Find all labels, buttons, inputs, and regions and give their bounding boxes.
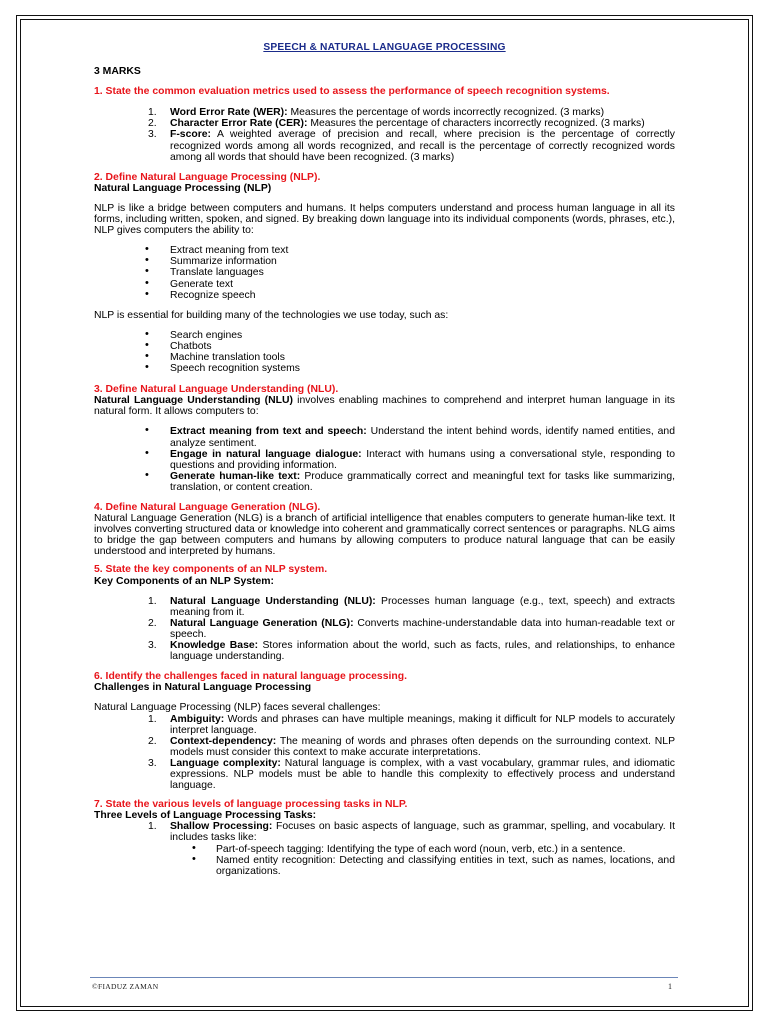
list-item: 1. Word Error Rate (WER): Measures the percentage of words incorrectly recognized. (3 marks) [148,107,605,119]
question-7: 7. State the various levels of language processing tasks in NLP. [94,799,408,811]
list-item: 1. Ambiguity: Words and phrases can have multiple meanings, making it difficult for NLP models to accurately interpret language. [148,713,675,736]
list-item: • Extract meaning from text and speech: Understand the intent behind words, identify named entities, and analyze sentiment. [145,424,675,449]
q3-abilities-list [94,426,675,493]
document-body [94,42,675,877]
q2-capabilities-list [94,245,675,300]
list-item: • Generate text [145,276,233,290]
list-item: • Generate human-like text: Produce grammatically correct and meaningful text for tasks like summarizing, translation, or content creation. [145,468,675,493]
page-number: 1 [668,982,672,991]
list-item: • Recognize speech [145,287,256,301]
list-item: 2. Natural Language Generation (NLG): Converts machine-understandable data into human-readable text or speech. [148,617,675,640]
q7-levels-list [94,821,675,843]
q4-paragraph: Natural Language Generation (NLG) is a branch of artificial intelligence that enables computers to generate human-like text. It involves converting structured data or knowledge into coherent and grammatically correct sentences or paragraphs. NLG aims to bridge the gap between computers and humans by allowing computers to produce natural language that can be easily understood and interpreted by humans. [94,513,675,558]
q5-subheading: Key Components of an NLP System: [94,575,274,587]
q6-subheading: Challenges in Natural Language Processing [94,682,312,694]
list-item: • Search engines [145,327,243,341]
q3-intro: Natural Language Understanding (NLU) involves enabling machines to comprehend and interpret human language in its natural form. It allows computers to: [94,395,675,418]
question-4: 4. Define Natural Language Generation (NLG). [94,502,321,513]
list-item: • Engage in natural language dialogue: Interact with humans using a conversational style, responding to questions and providing information. [145,446,676,471]
list-item: • Chatbots [145,338,212,352]
q2-paragraph-2: NLP is essential for building many of the technologies we use today, such as: [94,309,449,321]
footer-author: ©FIADUZ ZAMAN [92,982,159,991]
list-item: • Summarize information [145,254,277,268]
q7-subheading: Three Levels of Language Processing Tasks: [94,810,317,822]
marks-heading: 3 MARKS [94,66,141,78]
q2-paragraph-1: NLP is like a bridge between computers and humans. It helps computers understand and process human language in all its forms, including written, spoken, and signed. By breaking down language into its individual components (words, phrases, etc.), NLP gives computers the ability to: [94,202,675,237]
list-item: 1. Shallow Processing: Focuses on basic aspects of language, such as grammar, spelling, and vocabulary. It includes tasks like: [148,821,675,844]
list-item: 3. F-score: A weighted average of precision and recall, where precision is the percentage of correctly recognized words among all words recognized, and recall is the percentage of correctly recognized words among all words that should have been recognized. (3 marks) [148,129,675,163]
list-item: 3. Language complexity: Natural language is complex, with a vast vocabulary, grammar rules, and idiomatic expressions. NLP models must be able to handle this complexity to effectively process and understand language. [148,757,676,792]
q6-intro: Natural Language Processing (NLP) faces several challenges: [94,702,381,714]
q2-technologies-list [94,327,675,375]
question-3: 3. Define Natural Language Understanding (NLU). [94,384,339,396]
q1-metrics-list [94,107,675,162]
footer-divider [90,977,678,978]
question-1: 1. State the common evaluation metrics used to assess the performance of speech recognition systems. [94,86,610,98]
question-6: 6. Identify the challenges faced in natural language processing. [94,671,407,683]
list-item: • Translate languages [145,265,264,279]
q7-subtasks-list [94,841,675,877]
list-item: • Named entity recognition: Detecting and classifying entities in text, such as names, locations, and organizations. [192,852,675,877]
question-2: 2. Define Natural Language Processing (NLP). [94,171,321,183]
list-item: • Machine translation tools [145,349,285,363]
list-item: • Part-of-speech tagging: Identifying the type of each word (noun, verb, etc.) in a sentence. [192,841,626,855]
list-item: 2. Character Error Rate (CER): Measures the percentage of characters incorrectly recognized. (3 marks) [148,118,645,130]
list-item: 1. Natural Language Understanding (NLU): Processes human language (e.g., text, speech) and extracts meaning from it. [148,595,675,618]
q2-subheading: Natural Language Processing (NLP) [94,182,272,194]
question-5: 5. State the key components of an NLP system. [94,564,328,576]
q5-components-list [94,596,675,663]
q6-challenges-list [94,714,675,792]
list-item: 3. Knowledge Base: Stores information about the world, such as facts, rules, and relationships, to enhance language understanding. [148,640,675,663]
list-item: • Extract meaning from text [145,243,289,257]
document-title: SPEECH & NATURAL LANGUAGE PROCESSING [263,42,506,53]
list-item: 2. Context-dependency: The meaning of words and phrases often depends on the surrounding context. NLP models must consider this context to make accurate interpretations. [148,735,675,758]
list-item: • Speech recognition systems [145,361,300,375]
